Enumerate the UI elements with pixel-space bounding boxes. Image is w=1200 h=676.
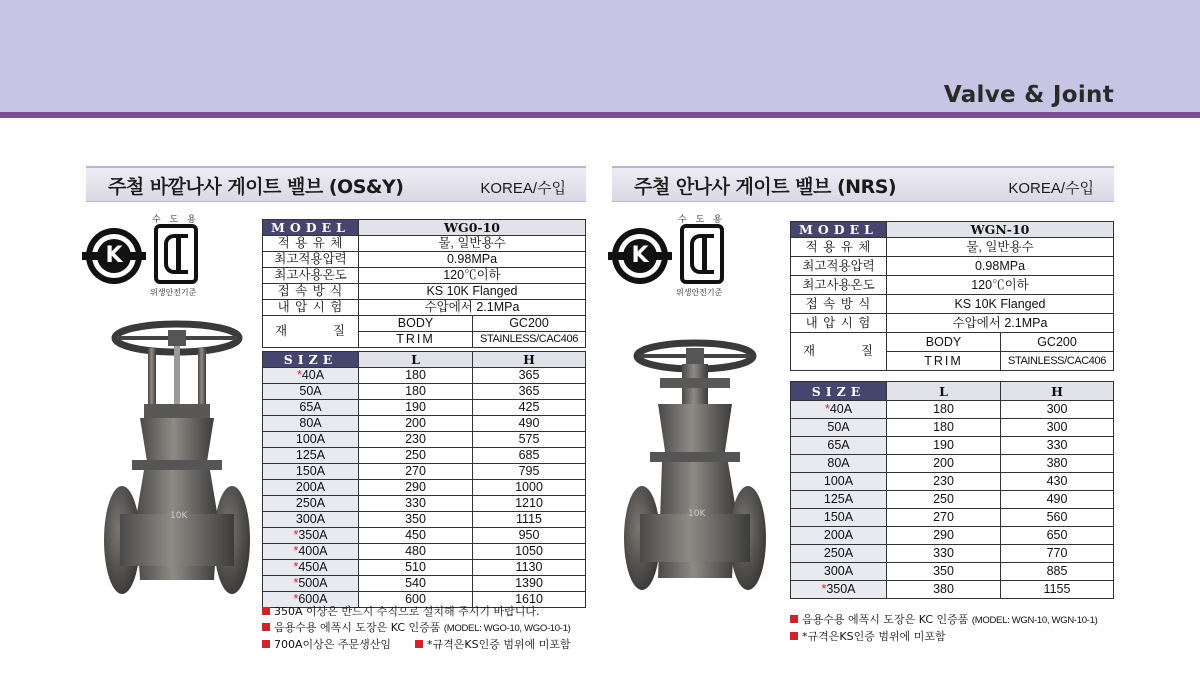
- height-value: 1130: [473, 560, 586, 576]
- length-value: 330: [359, 496, 473, 512]
- size-cell: [263, 480, 359, 496]
- model-value: WGN-10: [887, 222, 1114, 238]
- size-cell: [791, 545, 887, 563]
- size-value: 150A: [823, 510, 854, 524]
- bullet-icon: [790, 632, 798, 640]
- note-made-to-order: 700A이상은 주문생산임: [274, 638, 392, 651]
- spec-label: 최고적용압력: [791, 257, 887, 276]
- size-value: 300A: [823, 564, 854, 578]
- size-row: [263, 464, 586, 480]
- size-value: 450A: [298, 560, 328, 574]
- size-cell: [791, 473, 887, 491]
- size-cell: [263, 496, 359, 512]
- bullet-icon: [262, 623, 270, 631]
- model-value: WG0-10: [359, 220, 586, 236]
- ks-excluded-marker: *: [293, 560, 299, 574]
- spec-value: 수압에서 2.1MPa: [887, 314, 1114, 333]
- size-value: 350A: [298, 528, 328, 542]
- ks-mark-icon: K: [612, 228, 668, 284]
- kc-top-label: 수 도 용: [678, 215, 725, 225]
- length-value: 250: [359, 448, 473, 464]
- size-row: [263, 368, 586, 384]
- size-row: [263, 384, 586, 400]
- ks-excluded-marker: *: [821, 582, 827, 596]
- height-value: 1210: [473, 496, 586, 512]
- size-value: 250A: [295, 496, 326, 510]
- spec-value: 120℃이하: [359, 268, 586, 284]
- length-value: 230: [359, 432, 473, 448]
- size-cell: [263, 560, 359, 576]
- size-cell: [263, 416, 359, 432]
- size-cell: [791, 491, 887, 509]
- panel-title: 주철 안나사 게이트 밸브 (NRS): [634, 176, 897, 198]
- size-row: [791, 545, 1114, 563]
- length-value: 350: [887, 563, 1001, 581]
- length-value: 510: [359, 560, 473, 576]
- size-value: 250A: [823, 546, 854, 560]
- trim-label: TRIM: [359, 332, 473, 348]
- length-value: 290: [359, 480, 473, 496]
- size-value: 200A: [295, 480, 326, 494]
- spec-value: 물, 일반용수: [887, 238, 1114, 257]
- size-row: [791, 581, 1114, 599]
- size-cell: [791, 437, 887, 455]
- length-value: 330: [887, 545, 1001, 563]
- brand-title: Valve & Joint: [943, 82, 1114, 108]
- origin-label: KOREA/수입: [1008, 180, 1094, 197]
- size-value: 500A: [298, 576, 328, 590]
- spec-value: 물, 일반용수: [359, 236, 586, 252]
- height-value: 560: [1001, 509, 1114, 527]
- material-label: 재 질: [263, 316, 359, 348]
- os-y-valve-image: [102, 318, 252, 610]
- note-ks-scope: *규격은KS인증 범위에 미포함: [427, 638, 571, 651]
- kc-mark-icon: [680, 224, 724, 284]
- spec-label: 내 압 시 험: [791, 314, 887, 333]
- trim-label: TRIM: [887, 352, 1001, 371]
- size-row: [791, 455, 1114, 473]
- height-value: 365: [473, 384, 586, 400]
- size-cell: [263, 464, 359, 480]
- kc-top-label: 수 도 용: [152, 215, 199, 225]
- bullet-icon: [415, 640, 423, 648]
- size-value: 65A: [299, 400, 322, 414]
- size-value: 200A: [823, 528, 854, 542]
- size-cell: [263, 576, 359, 592]
- material-label: 재 질: [791, 333, 887, 371]
- certification-logos: [612, 212, 742, 297]
- height-value: 365: [473, 368, 586, 384]
- size-value: 40A: [829, 402, 853, 416]
- size-cell: [263, 432, 359, 448]
- height-value: 490: [1001, 491, 1114, 509]
- size-cell: [263, 512, 359, 528]
- size-cell: [263, 544, 359, 560]
- length-value: 540: [359, 576, 473, 592]
- ks-excluded-marker: *: [293, 544, 299, 558]
- spec-row: [263, 300, 586, 316]
- size-header: SIZE: [263, 352, 359, 368]
- note-kc-cert: 음용수용 에폭시 도장은 KC 인증품: [802, 613, 969, 626]
- size-value: 40A: [301, 368, 325, 382]
- spec-row: [791, 295, 1114, 314]
- size-cell: [791, 509, 887, 527]
- model-header: MODEL: [791, 222, 887, 238]
- spec-row: [791, 238, 1114, 257]
- spec-value: 120℃이하: [887, 276, 1114, 295]
- bullet-icon: [262, 607, 270, 615]
- size-row: [791, 419, 1114, 437]
- size-row: [791, 563, 1114, 581]
- note-kc-models: (MODEL: WGO-10, WGO-10-1): [443, 623, 571, 634]
- size-row: [791, 527, 1114, 545]
- body-label: BODY: [887, 333, 1001, 352]
- svg-text:10K: 10K: [688, 509, 706, 519]
- length-value: 250: [887, 491, 1001, 509]
- size-cell: [791, 419, 887, 437]
- height-value: 650: [1001, 527, 1114, 545]
- size-row: [263, 560, 586, 576]
- nrs-notes: [790, 612, 1150, 645]
- size-cell: [263, 448, 359, 464]
- size-value: 300A: [295, 512, 326, 526]
- size-row: [791, 437, 1114, 455]
- length-value: 270: [359, 464, 473, 480]
- nrs-size-table: [790, 381, 1114, 599]
- spec-row: [263, 252, 586, 268]
- size-value: 600A: [298, 592, 328, 606]
- spec-value: 수압에서 2.1MPa: [359, 300, 586, 316]
- model-header: MODEL: [263, 220, 359, 236]
- spec-row: [263, 236, 586, 252]
- height-value: 575: [473, 432, 586, 448]
- length-value: 450: [359, 528, 473, 544]
- size-value: 125A: [295, 448, 326, 462]
- bullet-icon: [790, 615, 798, 623]
- length-value: 200: [359, 416, 473, 432]
- height-value: 425: [473, 400, 586, 416]
- ks-excluded-marker: *: [824, 402, 830, 416]
- size-row: [263, 576, 586, 592]
- size-row: [791, 473, 1114, 491]
- size-cell: [263, 368, 359, 384]
- length-value: 200: [887, 455, 1001, 473]
- height-value: 490: [473, 416, 586, 432]
- length-value: 380: [887, 581, 1001, 599]
- height-value: 950: [473, 528, 586, 544]
- height-value: 380: [1001, 455, 1114, 473]
- panel-title-bar: [86, 166, 586, 202]
- note-kc-cert: 음용수용 에폭시 도장은 KC 인증품: [274, 621, 441, 634]
- size-cell: [263, 384, 359, 400]
- nrs-gate-valve-panel: [612, 166, 1114, 202]
- ks-excluded-marker: *: [293, 592, 299, 606]
- size-row: [263, 528, 586, 544]
- kc-bottom-label: 위생안전기준: [676, 288, 723, 297]
- length-value: 600: [359, 592, 473, 608]
- spec-label: 최고사용온도: [791, 276, 887, 295]
- size-cell: [263, 528, 359, 544]
- size-row: [263, 496, 586, 512]
- size-value: 50A: [827, 420, 850, 434]
- length-value: 180: [887, 419, 1001, 437]
- size-cell: [791, 401, 887, 419]
- kc-bottom-label: 위생안전기준: [150, 288, 197, 297]
- l-header: L: [887, 382, 1001, 401]
- height-value: 685: [473, 448, 586, 464]
- spec-label: 최고사용온도: [263, 268, 359, 284]
- height-value: 300: [1001, 401, 1114, 419]
- spec-value: KS 10K Flanged: [359, 284, 586, 300]
- length-value: 180: [359, 384, 473, 400]
- panel-title: 주철 바깥나사 게이트 밸브 (OS&Y): [108, 176, 404, 198]
- length-value: 190: [887, 437, 1001, 455]
- size-value: 100A: [295, 432, 326, 446]
- size-value: 80A: [299, 416, 322, 430]
- height-value: 300: [1001, 419, 1114, 437]
- length-value: 180: [359, 368, 473, 384]
- length-value: 230: [887, 473, 1001, 491]
- spec-row: [791, 314, 1114, 333]
- size-row: [263, 480, 586, 496]
- height-value: 795: [473, 464, 586, 480]
- spec-label: 내 압 시 험: [263, 300, 359, 316]
- note-kc-models: (MODEL: WGN-10, WGN-10-1): [971, 615, 1098, 626]
- size-row: [263, 512, 586, 528]
- spec-row: [791, 276, 1114, 295]
- height-value: 1390: [473, 576, 586, 592]
- l-header: L: [359, 352, 473, 368]
- size-row: [791, 509, 1114, 527]
- height-value: 1115: [473, 512, 586, 528]
- os-y-spec-table: [262, 219, 586, 348]
- os-y-size-table: [262, 351, 586, 608]
- height-value: 1050: [473, 544, 586, 560]
- bullet-icon: [262, 640, 270, 648]
- size-cell: [791, 563, 887, 581]
- h-header: H: [1001, 382, 1114, 401]
- size-cell: [791, 527, 887, 545]
- spec-label: 접 속 방 식: [263, 284, 359, 300]
- size-row: [263, 432, 586, 448]
- spec-row: [263, 284, 586, 300]
- ks-mark-icon: K: [86, 228, 142, 284]
- size-row: [263, 448, 586, 464]
- size-row: [263, 544, 586, 560]
- height-value: 1610: [473, 592, 586, 608]
- spec-label: 최고적용압력: [263, 252, 359, 268]
- size-cell: [791, 581, 887, 599]
- length-value: 290: [887, 527, 1001, 545]
- svg-text:10K: 10K: [170, 511, 188, 521]
- height-value: 1155: [1001, 581, 1114, 599]
- body-value: GC200: [473, 316, 586, 332]
- note-ks-scope: *규격은KS인증 범위에 미포함: [802, 630, 946, 643]
- header-divider: [0, 112, 1200, 118]
- size-value: 100A: [823, 474, 854, 488]
- spec-value: KS 10K Flanged: [887, 295, 1114, 314]
- nrs-spec-table: [790, 221, 1114, 371]
- os-y-gate-valve-panel: [86, 166, 586, 202]
- body-label: BODY: [359, 316, 473, 332]
- ks-excluded-marker: *: [293, 576, 299, 590]
- size-value: 400A: [298, 544, 328, 558]
- panel-title-bar: [612, 166, 1114, 202]
- h-header: H: [473, 352, 586, 368]
- length-value: 350: [359, 512, 473, 528]
- size-cell: [791, 455, 887, 473]
- size-header: SIZE: [791, 382, 887, 401]
- nrs-valve-image: [622, 338, 768, 608]
- spec-label: 적 용 유 체: [263, 236, 359, 252]
- size-row: [791, 491, 1114, 509]
- height-value: 770: [1001, 545, 1114, 563]
- size-value: 125A: [823, 492, 854, 506]
- height-value: 1000: [473, 480, 586, 496]
- trim-value: STAINLESS/CAC406: [1001, 352, 1114, 371]
- size-value: 65A: [827, 438, 850, 452]
- length-value: 190: [359, 400, 473, 416]
- length-value: 270: [887, 509, 1001, 527]
- ks-excluded-marker: *: [293, 528, 299, 542]
- kc-mark-icon: [154, 224, 198, 284]
- body-value: GC200: [1001, 333, 1114, 352]
- size-row: [791, 401, 1114, 419]
- note-vertical-install: 350A 이상은 반드시 수직으로 설치해 주시기 바랍니다.: [274, 605, 540, 618]
- trim-value: STAINLESS/CAC406: [473, 332, 586, 348]
- certification-logos: [86, 212, 216, 297]
- length-value: 480: [359, 544, 473, 560]
- height-value: 885: [1001, 563, 1114, 581]
- origin-label: KOREA/수입: [480, 180, 566, 197]
- spec-label: 적 용 유 체: [791, 238, 887, 257]
- size-row: [263, 400, 586, 416]
- spec-value: 0.98MPa: [887, 257, 1114, 276]
- length-value: 180: [887, 401, 1001, 419]
- size-value: 50A: [299, 384, 322, 398]
- size-value: 80A: [827, 456, 850, 470]
- spec-label: 접 속 방 식: [791, 295, 887, 314]
- spec-value: 0.98MPa: [359, 252, 586, 268]
- os-y-notes: [262, 604, 622, 653]
- size-value: 150A: [295, 464, 326, 478]
- spec-row: [263, 268, 586, 284]
- height-value: 430: [1001, 473, 1114, 491]
- spec-row: [791, 257, 1114, 276]
- size-cell: [263, 400, 359, 416]
- size-value: 350A: [826, 582, 856, 596]
- ks-excluded-marker: *: [296, 368, 302, 382]
- size-row: [263, 416, 586, 432]
- height-value: 330: [1001, 437, 1114, 455]
